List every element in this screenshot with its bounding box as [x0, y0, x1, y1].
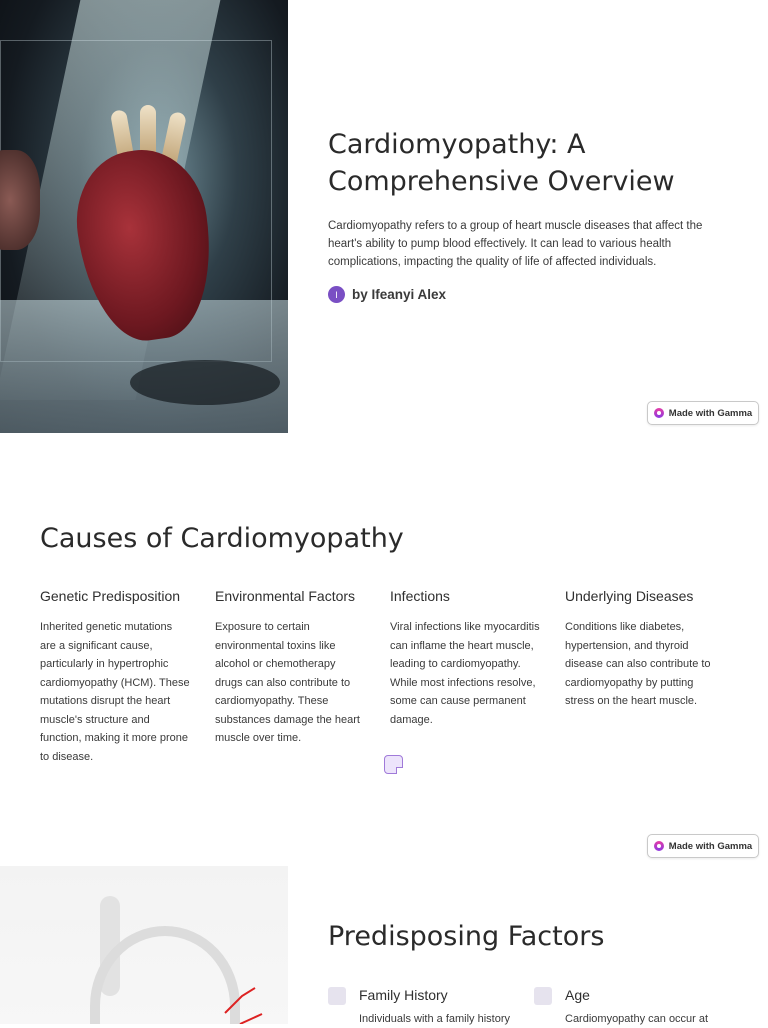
cause-text: Inherited genetic mutations are a significant cause, particularly in hypertrophic cardiomyopathy (HCM). These mutations disrupt the heart muscle's structure and function, making it more prone to disease.	[40, 621, 190, 763]
cause-card	[390, 586, 565, 766]
made-with-gamma-button[interactable]	[647, 401, 759, 425]
cause-heading: Genetic Predisposition	[40, 588, 181, 604]
causes-grid	[40, 586, 740, 766]
avatar: I	[328, 286, 345, 303]
cause-heading: Infections	[390, 588, 450, 604]
intro-paragraph: Cardiomyopathy refers to a group of heart muscle diseases that affect the heart's ability to pump blood effectively. It can lead to various health complications, impacting the quality of life of affected individuals.	[328, 220, 703, 268]
checkbox-icon	[534, 987, 552, 1005]
cause-heading: Underlying Diseases	[565, 588, 694, 604]
cause-text: Exposure to certain environmental toxins like alcohol or chemotherapy drugs can also contribute to cardiomyopathy. These substances damage the heart muscle over time.	[215, 621, 360, 744]
factor-heading: Age	[565, 987, 590, 1003]
factor-item	[328, 984, 510, 1028]
made-with-gamma-label: Made with Gamma	[668, 840, 753, 852]
made-with-gamma-button[interactable]	[647, 834, 759, 858]
causes-title: Causes of Cardiomyopathy	[40, 523, 404, 554]
cause-heading: Environmental Factors	[215, 588, 356, 604]
gamma-logo-icon	[654, 841, 664, 851]
checkbox-icon	[328, 987, 346, 1005]
sticky-note-icon[interactable]	[384, 755, 403, 774]
predisposing-title: Predisposing Factors	[328, 921, 605, 952]
page-title: Cardiomyopathy: A Comprehensive Overview	[328, 129, 675, 197]
cause-text: Viral infections like myocarditis can inflame the heart muscle, leading to cardiomyopathy. While most infections resolve, some can cause permanent damage.	[390, 621, 540, 726]
heart-illustration-image	[0, 0, 288, 433]
factor-heading: Family History	[359, 987, 448, 1003]
factor-text: Individuals with a family history	[359, 1013, 511, 1025]
factor-item	[534, 984, 708, 1028]
cause-card	[215, 586, 390, 766]
heart-sketch-image	[0, 866, 288, 1024]
title-slide	[0, 0, 768, 433]
cause-card	[565, 586, 740, 766]
cause-card	[40, 586, 215, 766]
author-name: by Ifeanyi Alex	[352, 287, 447, 302]
gamma-logo-icon	[654, 408, 664, 418]
cause-text: Conditions like diabetes, hypertension, and thyroid disease can also contribute to cardiomyopathy by putting stress on the heart muscle.	[565, 621, 711, 707]
factor-text: Cardiomyopathy can occur at	[565, 1013, 709, 1025]
made-with-gamma-label: Made with Gamma	[668, 407, 753, 419]
author-byline	[328, 286, 446, 303]
